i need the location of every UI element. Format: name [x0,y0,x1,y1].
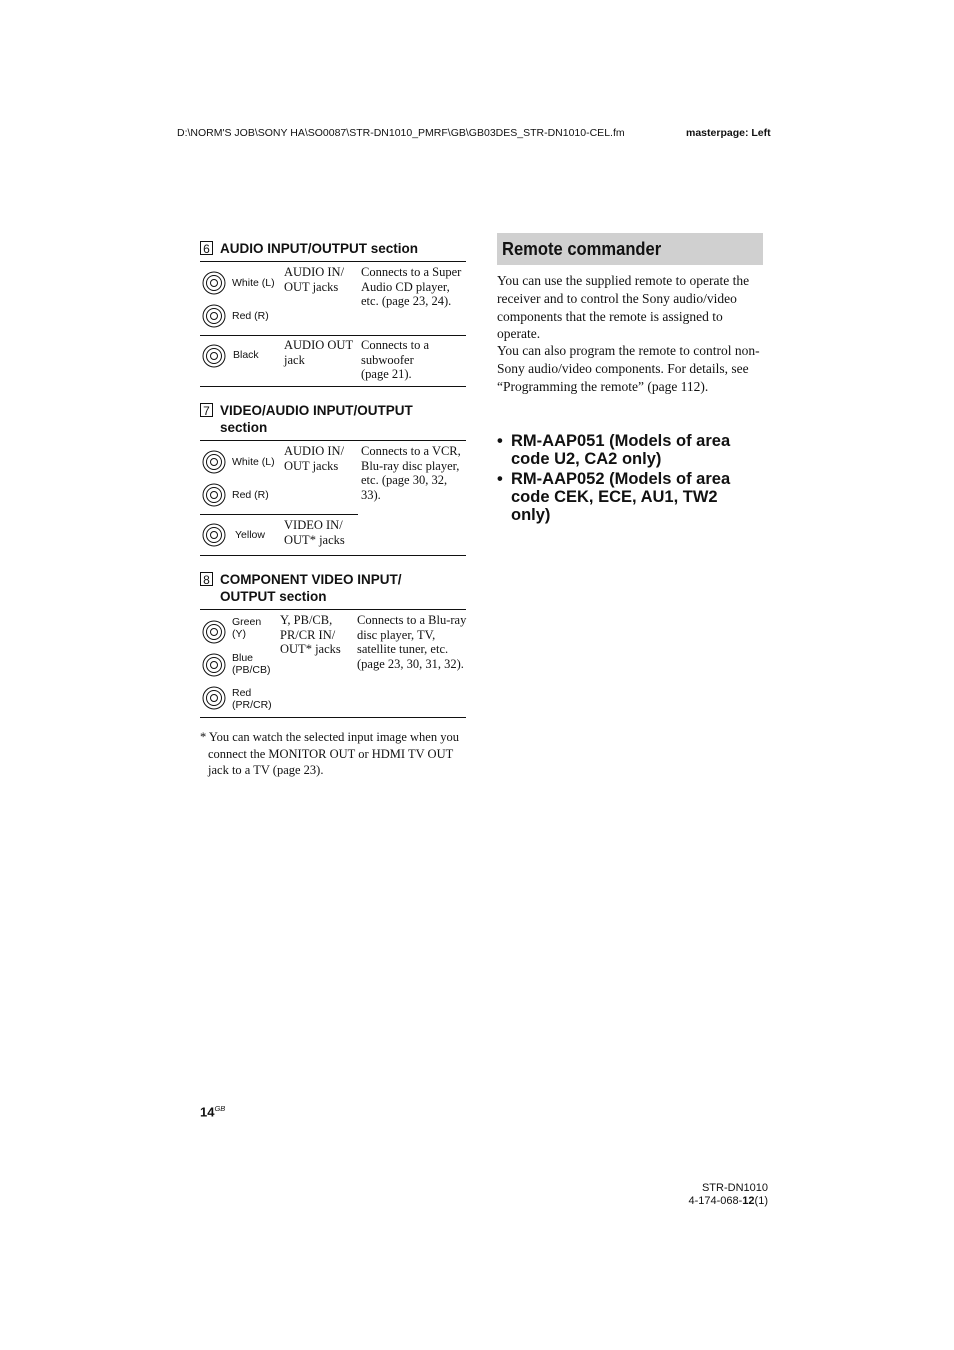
jack-name-cell: VIDEO IN/ OUT* jacks [284,518,345,547]
section-6-heading [200,240,466,258]
rca-jack-icon [202,483,226,507]
jack-label [232,687,272,711]
jack-label: Red (R) [232,310,269,322]
table-rule [200,555,466,556]
bullet-text: RM-AAP051 (Models of area code U2, CA2 only) [511,432,731,468]
remote-program-paragraph: You can also program the remote to control non-Sony audio/video components. For details, see “Programming the remote” (page 112). [497,343,760,394]
remote-model-bullet [497,470,763,524]
rca-jack-icon [202,686,226,710]
description-cell: Connects to a VCR, Blu-ray disc player, etc. (page 30, 32, 33). [361,444,461,502]
jack-label: Black [233,349,259,361]
jack-signal: (PR/CR) [232,699,272,711]
part-code-suffix: (1) [754,1195,768,1207]
remote-model-bullet [497,432,763,468]
remote-intro-paragraph: You can use the supplied remote to operate the receiver and to control the Sony audio/video components that the remote is assigned to operate. [497,273,750,342]
jack-name-cell: AUDIO OUT jack [284,338,353,367]
page-number-value: 14 [200,1104,215,1120]
file-path: D:\NORM'S JOB\SONY HA\SO0087\STR-DN1010_PMRF\GB\GB03DES_STR-DN1010-CEL.fm [177,127,625,139]
jack-label: White (L) [232,277,275,289]
section-title: VIDEO/AUDIO INPUT/OUTPUT section [220,403,413,435]
description-cell: Connects to a subwoofer (page 21). [361,338,430,381]
table-rule [200,514,358,515]
rca-jack-icon [202,450,226,474]
rca-jack-icon [202,523,226,547]
rca-jack-icon [202,653,226,677]
masterpage-label: masterpage: Left [686,127,771,139]
part-code [600,1195,768,1208]
jack-name-cell: AUDIO IN/ OUT jacks [284,444,345,473]
section-number: 6 [200,241,213,255]
description-cell: Connects to a Blu-ray disc player, TV, satellite tuner, etc. (page 23, 30, 31, 32). [357,613,467,671]
bullet-text: RM-AAP052 (Models of area code CEK, ECE, AU1, TW2 only) [511,470,731,524]
rca-jack-icon [202,271,226,295]
model-info [600,1182,768,1208]
table-rule [200,440,466,441]
section-7-heading [200,402,466,438]
part-code-prefix: 4-174-068- [688,1195,743,1207]
table-rule [200,609,466,610]
section-number: 8 [200,572,213,586]
bullet-dot: • [497,470,503,488]
footnote: * You can watch the selected input image when you connect the MONITOR OUT or HDMI TV OUT jack to a TV (page 23). [200,730,459,777]
section-title: AUDIO INPUT/OUTPUT section [220,241,419,256]
rca-jack-icon [202,304,226,328]
jack-color: Blue [232,652,254,664]
jack-signal: (Y) [232,628,246,640]
jack-color: Red [232,687,252,699]
section-number: 7 [200,403,213,417]
section-8-heading [200,571,466,607]
jack-label: Yellow [235,529,265,541]
table-rule [200,261,466,262]
model-name: STR-DN1010 [701,1182,768,1194]
part-code-revision: 12 [742,1195,755,1207]
table-rule [200,717,466,718]
rca-jack-icon [202,620,226,644]
jack-label: White (L) [232,456,275,468]
jack-name-cell: Y, PB/CB, PR/CR IN/ OUT* jacks [280,613,341,656]
jack-color: Green [232,616,262,628]
section-title: COMPONENT VIDEO INPUT/ OUTPUT section [220,572,402,604]
page-number-suffix: GB [214,1104,226,1113]
jack-label [232,652,271,676]
bullet-dot: • [497,432,503,450]
jack-label [232,616,261,640]
remote-commander-title: Remote commander [502,239,662,259]
description-cell: Connects to a Super Audio CD player, etc. (page 23, 24). [361,265,462,308]
table-rule [200,386,466,387]
rca-jack-icon [202,344,226,368]
jack-signal: (PB/CB) [232,664,271,676]
jack-name-cell: AUDIO IN/ OUT jacks [284,265,345,294]
table-rule [200,335,466,336]
jack-label: Red (R) [232,489,269,501]
page-number [200,1104,225,1119]
